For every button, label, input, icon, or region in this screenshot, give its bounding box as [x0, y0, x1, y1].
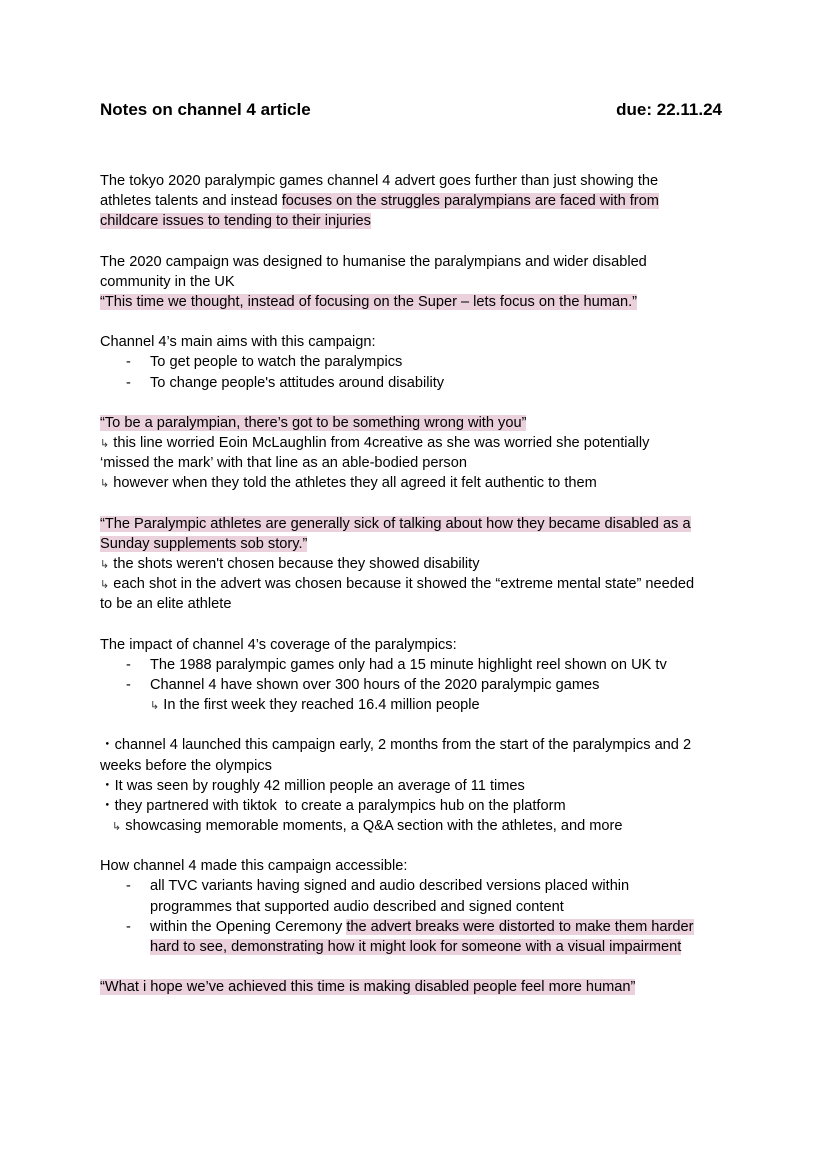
text-line — [100, 937, 740, 957]
text-segment: programmes that supported audio described and signed content — [150, 898, 564, 915]
text-line — [100, 695, 740, 715]
line-text — [100, 576, 694, 592]
text-line — [100, 594, 740, 614]
text-segment: ・channel 4 launched this campaign early, 2 months from the start of the paralympics and 2 — [100, 737, 692, 754]
line-text — [100, 798, 566, 814]
document-title: Notes on channel 4 article — [100, 100, 311, 119]
highlighted-text: Sunday supplements sob story.” — [100, 535, 308, 552]
text-segment: however when they told the athletes they all agreed it felt authentic to them — [109, 475, 597, 492]
text-line — [100, 776, 740, 796]
sub-arrow-icon: ↳ — [112, 821, 122, 833]
text-line — [100, 977, 740, 997]
line-text — [150, 917, 694, 937]
text-line — [100, 635, 740, 655]
text-line — [100, 473, 740, 493]
blank-line — [100, 715, 740, 735]
text-line — [100, 292, 740, 312]
line-text — [100, 778, 525, 794]
line-text — [100, 294, 637, 310]
text-segment: In the first week they reached 16.4 million people — [159, 697, 480, 714]
list-item — [100, 373, 740, 393]
dash-bullet: - — [126, 354, 131, 371]
line-text — [150, 352, 402, 372]
line-text — [150, 695, 480, 716]
dash-bullet: - — [126, 676, 131, 693]
line-text — [100, 334, 376, 350]
text-segment: To get people to watch the paralympics — [150, 354, 403, 371]
blank-line — [100, 957, 740, 977]
text-segment: weeks before the olympics — [100, 757, 272, 774]
text-segment: within the Opening Ceremony — [150, 918, 347, 935]
text-line — [100, 191, 740, 211]
text-segment: community in the UK — [100, 273, 235, 290]
text-segment: showcasing memorable moments, a Q&A section with the athletes, and more — [121, 818, 623, 834]
dash-bullet: - — [126, 656, 131, 673]
text-line — [100, 856, 740, 876]
text-segment: Channel 4 have shown over 300 hours of the 2020 paralympic games — [150, 676, 600, 693]
line-text — [112, 816, 623, 837]
text-segment: each shot in the advert was chosen because it showed the “extreme mental state” needed — [109, 576, 695, 593]
line-text — [150, 675, 599, 695]
highlighted-text: hard to see, demonstrating how it might look for someone with a visual impairment — [150, 938, 682, 955]
line-text — [100, 979, 635, 995]
line-text — [100, 536, 307, 552]
highlighted-text: “What i hope we’ve achieved this time is making disabled people feel more human” — [100, 979, 636, 996]
line-text — [100, 193, 659, 209]
line-text — [150, 897, 564, 917]
sub-arrow-icon: ↳ — [100, 478, 110, 491]
text-line — [100, 816, 740, 836]
document-body — [100, 171, 740, 997]
highlighted-text: childcare issues to tending to their injuries — [100, 213, 371, 230]
highlighted-text: “The Paralympic athletes are generally sick of talking about how they became disabled as a — [100, 515, 691, 532]
text-line — [100, 735, 740, 755]
text-segment: athletes talents and instead — [100, 193, 282, 210]
sub-arrow-icon: ↳ — [100, 579, 110, 592]
text-segment: ・they partnered with tiktok to create a paralympics hub on the platform — [100, 797, 566, 814]
text-line — [100, 211, 740, 231]
line-text — [100, 213, 371, 229]
line-text — [100, 516, 691, 532]
text-segment: The impact of channel 4’s coverage of the paralympics: — [100, 636, 457, 653]
sub-arrow-icon: ↳ — [150, 700, 160, 713]
list-item — [100, 675, 740, 695]
text-segment: to be an elite athlete — [100, 596, 232, 613]
blank-line — [100, 393, 740, 413]
line-text — [100, 475, 597, 491]
line-text — [150, 937, 681, 957]
text-line — [100, 272, 740, 292]
dash-bullet: - — [126, 374, 131, 391]
line-text — [100, 455, 467, 471]
list-item — [100, 876, 740, 896]
blank-line — [100, 231, 740, 251]
text-line — [100, 171, 740, 191]
line-text — [100, 596, 231, 612]
list-item — [100, 352, 740, 372]
text-line — [100, 252, 740, 272]
highlighted-text: focuses on the struggles paralympians are faced with from — [281, 193, 659, 210]
text-line — [100, 534, 740, 554]
text-line — [100, 554, 740, 574]
highlighted-text: the advert breaks were distorted to make them harder — [346, 918, 694, 935]
text-line — [100, 413, 740, 433]
highlighted-text: “To be a paralympian, there’s got to be something wrong with you” — [100, 414, 527, 431]
text-line — [100, 453, 740, 473]
dash-bullet: - — [126, 878, 131, 895]
blank-line — [100, 494, 740, 514]
text-segment: The 1988 paralympic games only had a 15 minute highlight reel shown on UK tv — [150, 656, 667, 673]
text-segment: To change people's attitudes around disability — [150, 374, 445, 391]
text-line — [100, 796, 740, 816]
text-segment: ‘missed the mark’ with that line as an able-bodied person — [100, 455, 467, 472]
line-text — [150, 655, 667, 675]
list-item — [100, 917, 740, 937]
sub-arrow-icon: ↳ — [100, 438, 110, 451]
text-segment: the shots weren't chosen because they showed disability — [109, 555, 480, 572]
text-segment: Channel 4’s main aims with this campaign: — [100, 334, 376, 351]
dash-bullet: - — [126, 918, 131, 935]
text-line — [100, 514, 740, 534]
text-line — [100, 574, 740, 594]
text-segment: The tokyo 2020 paralympic games channel 4 advert goes further than just showing the — [100, 173, 659, 189]
highlighted-text: “This time we thought, instead of focusing on the Super – lets focus on the human.” — [100, 293, 638, 310]
sub-arrow-icon: ↳ — [100, 558, 110, 571]
text-line — [100, 897, 740, 917]
text-segment: ・It was seen by roughly 42 million people an average of 11 times — [100, 777, 525, 794]
line-text — [100, 556, 480, 572]
blank-line — [100, 614, 740, 634]
text-line — [100, 756, 740, 776]
text-segment: How channel 4 made this campaign accessible: — [100, 858, 408, 875]
blank-line — [100, 312, 740, 332]
line-text — [100, 274, 235, 290]
text-segment: this line worried Eoin McLaughlin from 4creative as she was worried she potentially — [109, 435, 650, 452]
line-text — [100, 858, 407, 874]
line-text — [150, 876, 629, 896]
line-text — [100, 173, 658, 189]
line-text — [150, 373, 444, 393]
list-item — [100, 655, 740, 675]
text-line — [100, 433, 740, 453]
due-date: due: 22.11.24 — [616, 100, 722, 119]
line-text — [100, 637, 457, 653]
line-text — [100, 737, 691, 753]
line-text — [100, 758, 272, 774]
line-text — [100, 254, 647, 270]
text-line — [100, 332, 740, 352]
line-text — [100, 435, 649, 451]
text-segment: all TVC variants having signed and audio described versions placed within — [150, 878, 630, 895]
blank-line — [100, 836, 740, 856]
line-text — [100, 415, 526, 431]
text-segment: The 2020 campaign was designed to humanise the paralympians and wider disabled — [100, 253, 647, 270]
